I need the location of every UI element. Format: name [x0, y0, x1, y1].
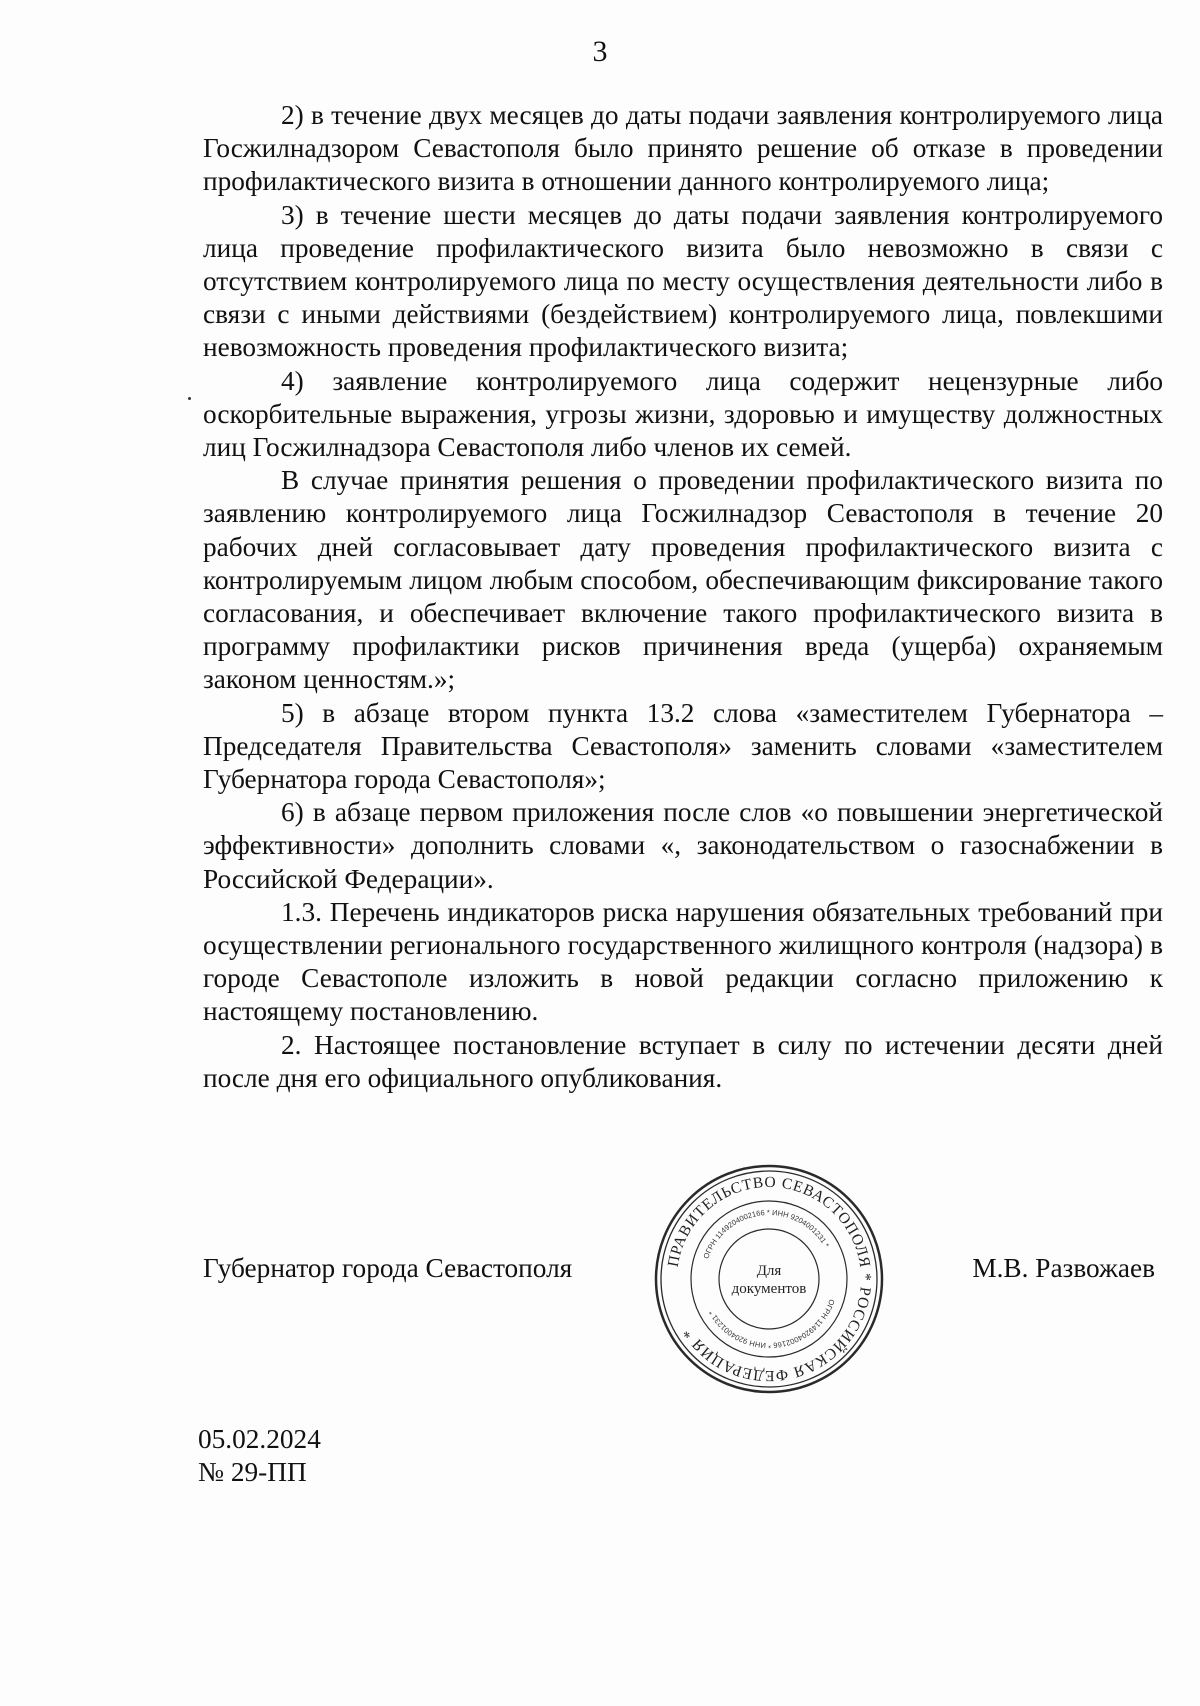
- paragraph-item-6: 6) в абзаце первом приложения после слов «о повышении энергетической эффективности» дополнить словами «, законодательством о газоснабжении в Российской Федерации».: [203, 797, 1163, 894]
- signatory-title: Губернатор города Севастополя: [203, 1253, 573, 1283]
- seal-inner-text: ОГРН 1149204002166 * ИНН 9204001231 *: [701, 1207, 832, 1260]
- document-date: 05.02.2024: [198, 1424, 321, 1454]
- seal-outer-text: ПРАВИТЕЛЬСТВО СЕВАСТОПОЛЯ * РОССИЙСКАЯ ФЕДЕРАЦИЯ *: [664, 1173, 875, 1385]
- seal-center-line-1: Для: [756, 1263, 782, 1279]
- seal-inner-text-2: ОГРН 1149204002166 * ИНН 9204001231 *: [706, 1298, 837, 1351]
- paragraph-item-4: 4) заявление контролируемого лица содержит нецензурные либо оскорбительные выражения, угрозы жизни, здоровью и имуществу должностных лиц Госжилнадзора Севастополя либо членов их семей.: [203, 365, 1163, 463]
- document-number: № 29-ПП: [198, 1457, 307, 1487]
- scan-artifact-dot: [188, 397, 191, 400]
- paragraph-item-3: 3) в течение шести месяцев до даты подачи заявления контролируемого лица проведение профилактического визита было невозможно в связи с отсутствием контролируемого лица по месту осуществления деятельности либо в связи с иными действиями (бездействием) контролируемого лица, повлекшими невозможность проведения профилактического визита;: [203, 199, 1163, 363]
- page-number: 3: [592, 35, 608, 68]
- paragraph-visit-procedure: В случае принятия решения о проведении профилактического визита по заявлению контролируемого лица Госжилнадзор Севастополя в течение 20 рабочих дней согласовывает дату проведения профилактического визита с контролируемым лицом любым способом, обеспечивающим фиксирование такого согласования, и обеспечивает включение такого профилактического визита в программу профилактики рисков причинения вреда (ущерба) охраняемым законом ценностям.»;: [203, 465, 1163, 695]
- paragraph-2: 2. Настоящее постановление вступает в силу по истечении десяти дней после дня его официального опубликования.: [203, 1029, 1163, 1093]
- paragraph-item-5: 5) в абзаце втором пункта 13.2 слова «заместителем Губернатора – Председателя Правительства Севастополя» заменить словами «заместителем Губернатора города Севастополя»;: [203, 697, 1163, 795]
- signatory-name: М.В. Развожаев: [972, 1253, 1155, 1283]
- paragraph-1-3: 1.3. Перечень индикаторов риска нарушения обязательных требований при осуществлении регионального государственного жилищного контроля (надзора) в городе Севастополе изложить в новой редакции согласно приложению к настоящему постановлению.: [203, 896, 1163, 1027]
- document-body: [203, 99, 1163, 1095]
- official-seal-stamp: [652, 1162, 886, 1396]
- paragraph-item-2: 2) в течение двух месяцев до даты подачи заявления контролируемого лица Госжилнадзором Севастополя было принято решение об отказе в проведении профилактического визита в отношении данного контролируемого лица;: [203, 100, 1163, 197]
- seal-center-line-2: документов: [731, 1281, 807, 1297]
